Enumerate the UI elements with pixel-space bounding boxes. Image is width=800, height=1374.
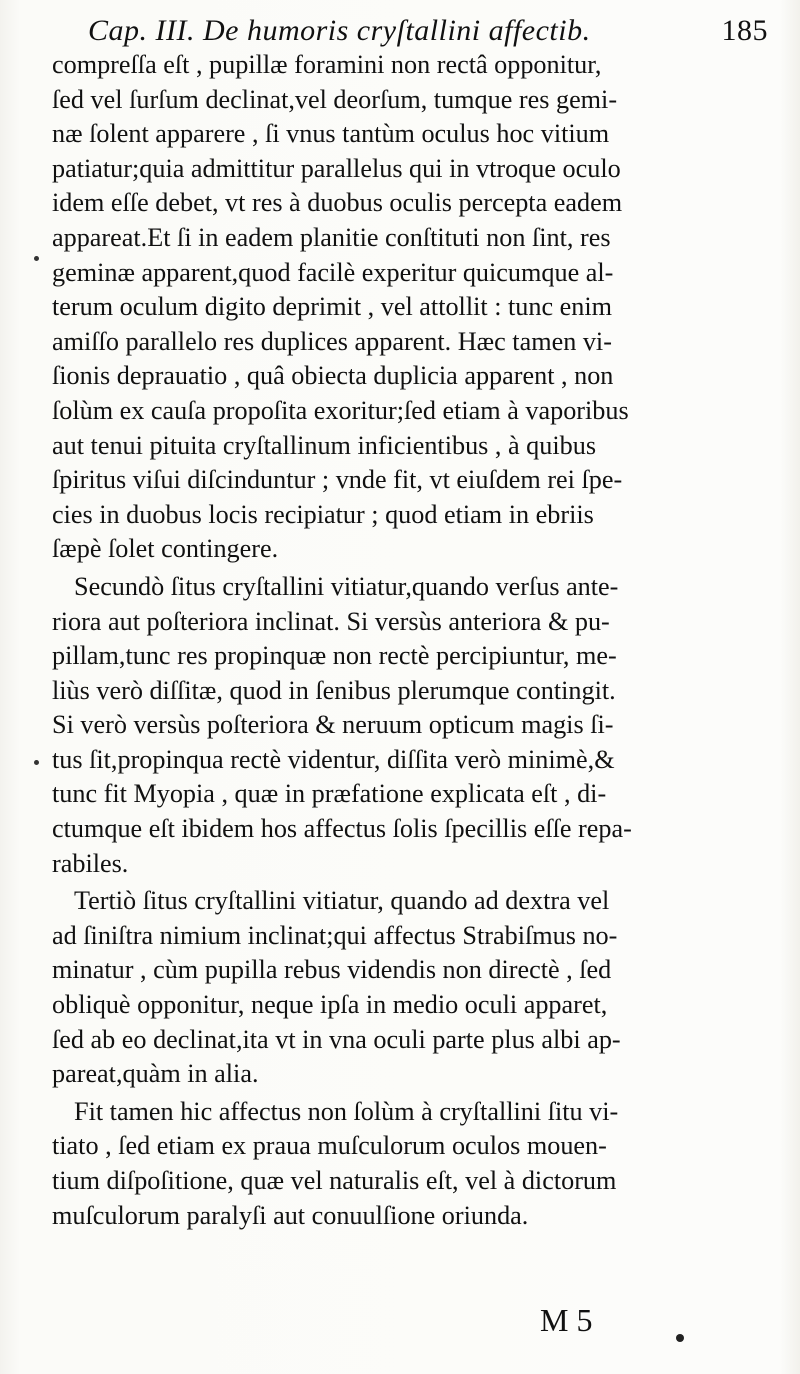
text-line: ſed vel ſurſum declinat,vel deorſum, tumque res gemi- bbox=[52, 84, 618, 114]
text-line: ſolùm ex cauſa propoſita exoritur;ſed etiam à vaporibus bbox=[52, 395, 629, 425]
text-line: pillam,tunc res propinquæ non rectè percipiuntur, me- bbox=[52, 641, 617, 671]
paragraph-1 bbox=[52, 48, 764, 567]
text-line: minatur , cùm pupilla rebus videndis non directè , ſed bbox=[52, 955, 612, 985]
body-text bbox=[52, 48, 764, 1233]
paragraph-2 bbox=[52, 570, 764, 881]
text-line: ſionis deprauatio , quâ obiecta duplicia apparent , non bbox=[52, 361, 614, 391]
text-line: tium diſpoſitione, quæ vel naturalis eſt, vel à dictorum bbox=[52, 1166, 617, 1195]
text-line: ſed ab eo declinat,ita vt in vna oculi parte plus albi ap- bbox=[52, 1024, 621, 1054]
text-line: cies in duobus locis recipiatur ; quod etiam in ebriis bbox=[52, 499, 594, 529]
margin-dot bbox=[34, 760, 39, 765]
margin-dot bbox=[34, 256, 39, 261]
text-line: ctumque eſt ibidem hos affectus ſolis ſpecillis eſſe repa- bbox=[52, 814, 632, 844]
text-line: compreſſa eſt , pupillæ foramini non rectâ opponitur, bbox=[52, 50, 602, 79]
text-line: riora aut poſteriora inclinat. Si versùs anteriora & pu- bbox=[52, 606, 610, 636]
paragraph-3 bbox=[52, 884, 764, 1092]
page-number: 185 bbox=[721, 14, 768, 47]
text-line: ſæpè ſolet contingere. bbox=[52, 534, 279, 564]
signature-mark: M 5 bbox=[540, 1302, 593, 1338]
paragraph-4 bbox=[52, 1095, 764, 1233]
text-line: Fit tamen hic affectus non ſolùm à cryſtallini ſitu vi- bbox=[74, 1096, 619, 1126]
text-line: ſpiritus viſui diſcinduntur ; vnde fit, vt eiuſdem rei ſpe- bbox=[52, 465, 623, 495]
text-line: patiatur;quia admittitur parallelus qui in vtroque oculo bbox=[52, 153, 621, 183]
text-line: liùs verò diſſitæ, quod in ſenibus plerumque contingit. bbox=[52, 675, 616, 705]
text-line: rabiles. bbox=[52, 848, 129, 878]
text-line: Tertiò ſitus cryſtallini vitiatur, quando ad dextra vel bbox=[74, 886, 610, 916]
text-line: amiſſo parallelo res duplices apparent. Hæc tamen vi- bbox=[52, 326, 612, 356]
text-line: tiato , ſed etiam ex praua muſculorum oculos mouen- bbox=[52, 1131, 607, 1161]
text-line: ad ſiniſtra nimium inclinat;qui affectus Strabiſmus no- bbox=[52, 920, 618, 950]
text-line: tus ſit,propinqua rectè videntur, diſſita verò minimè,& bbox=[52, 744, 615, 774]
text-line: terum oculum digito deprimit , vel attollit : tunc enim bbox=[52, 292, 613, 322]
text-line: appareat.Et ſi in eadem planitie conſtituti non ſint, res bbox=[52, 222, 611, 252]
text-line: idem eſſe debet, vt res à duobus oculis percepta eadem bbox=[52, 188, 623, 218]
ink-dot bbox=[676, 1334, 684, 1342]
text-line: aut tenui pituita cryſtallinum inficientibus , à quibus bbox=[52, 430, 597, 460]
text-line: pareat,quàm in alia. bbox=[52, 1059, 259, 1089]
text-line: tunc fit Myopia , quæ in præfatione explicata eſt , di- bbox=[52, 779, 607, 809]
text-line: muſculorum paralyſi aut conuulſione oriunda. bbox=[52, 1200, 529, 1230]
text-line: Secundò ſitus cryſtallini vitiatur,quando verſus ante- bbox=[74, 571, 619, 601]
text-line: geminæ apparent,quod facilè experitur quicumque al- bbox=[52, 257, 614, 287]
text-line: obliquè opponitur, neque ipſa in medio oculi apparet, bbox=[52, 990, 608, 1020]
text-line: Si verò versùs poſteriora & neruum opticum magis ſi- bbox=[52, 710, 614, 740]
text-line: næ ſolent apparere , ſi vnus tantùm oculus hoc vitium bbox=[52, 119, 610, 149]
running-title: Cap. III. De humoris cryſtallini affectib. bbox=[88, 14, 591, 47]
